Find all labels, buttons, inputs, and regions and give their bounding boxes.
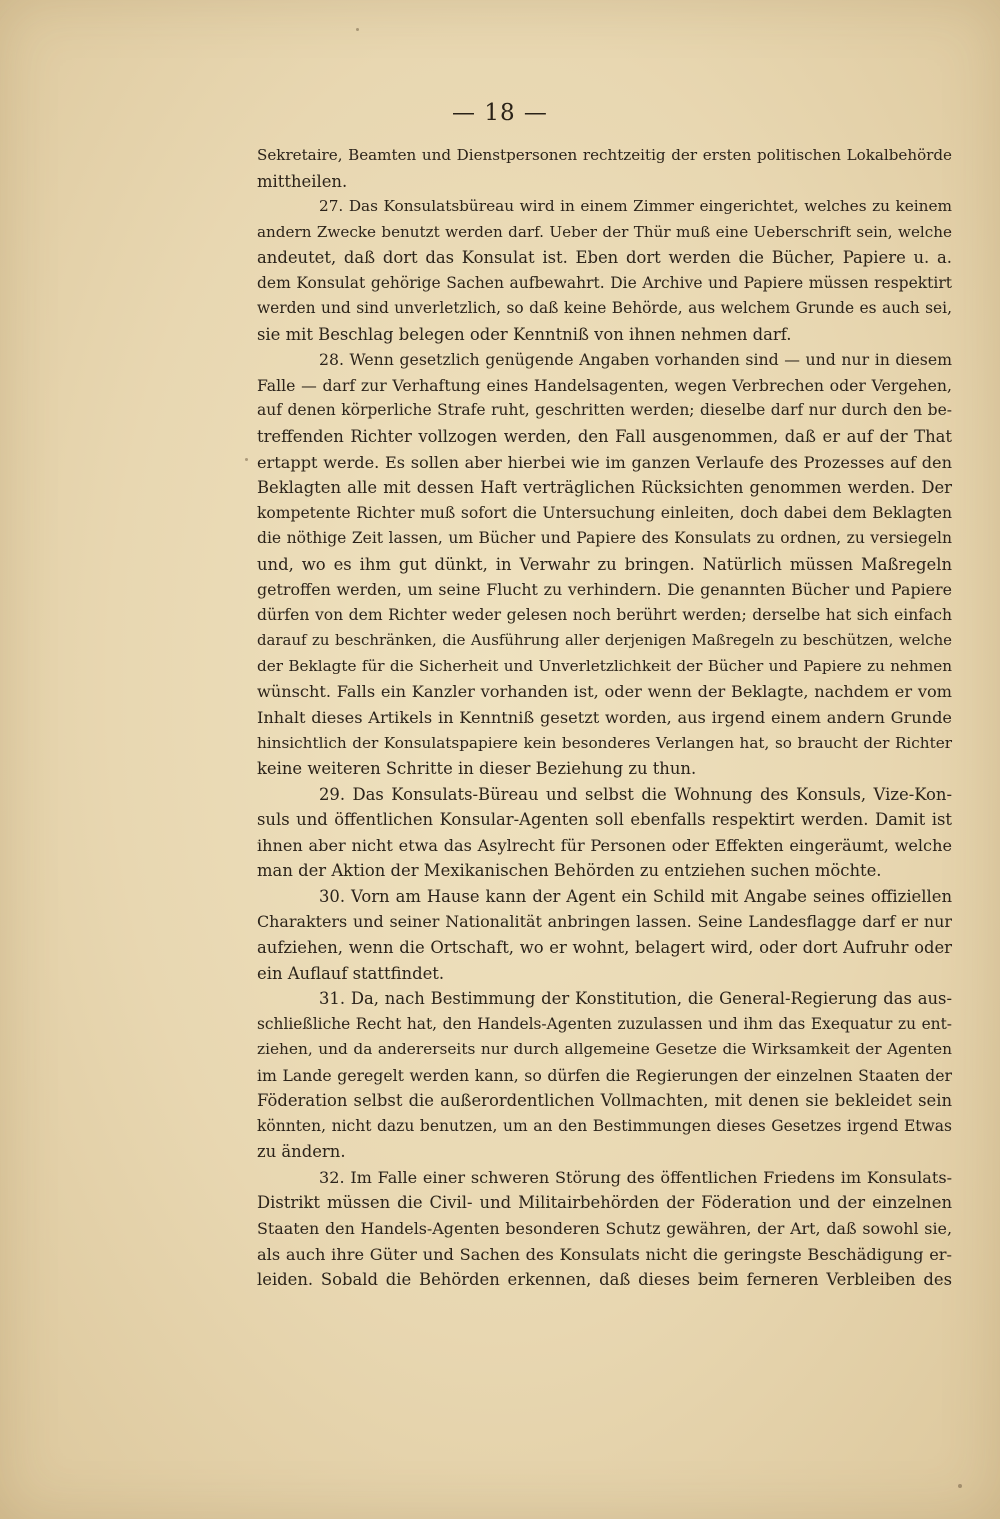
text-line: zu ändern. xyxy=(257,1142,346,1162)
text-line: Distrikt müssen die Civil- und Militairbehörden der Föderation und der einzelnen xyxy=(257,1193,952,1213)
text-line: dem Konsulat gehörige Sachen aufbewahrt. Die Archive und Papiere müssen respektirt xyxy=(257,273,952,292)
text-line: sie mit Beschlag belegen oder Kenntniß von ihnen nehmen darf. xyxy=(257,324,792,344)
paper-speck xyxy=(245,458,248,461)
text-line: 31. Da, nach Bestimmung der Konstitution, die General-Regierung das aus- xyxy=(319,989,952,1009)
text-line: Falle — darf zur Verhaftung eines Handelsagenten, wegen Verbrechen oder Vergehen, xyxy=(257,375,952,395)
text-line: aufziehen, wenn die Ortschaft, wo er wohnt, belagert wird, oder dort Aufruhr oder xyxy=(257,937,952,957)
text-line: wünscht. Falls ein Kanzler vorhanden ist, oder wenn der Beklagte, nachdem er vom xyxy=(257,682,952,702)
text-line: Beklagten alle mit dessen Haft verträglichen Rücksichten genommen werden. Der xyxy=(257,478,952,498)
text-line: auf denen körperliche Strafe ruht, geschritten werden; dieselbe darf nur durch den be- xyxy=(257,401,952,420)
text-line: der Beklagte für die Sicherheit und Unverletzlichkeit der Bücher und Papiere zu nehmen xyxy=(257,656,952,675)
text-line: die nöthige Zeit lassen, um Bücher und Papiere des Konsulats zu ordnen, zu versiegeln xyxy=(257,529,952,548)
text-line: darauf zu beschränken, die Ausführung aller derjenigen Maßregeln zu beschützen, welche xyxy=(257,631,952,650)
text-line: 27. Das Konsulatsbüreau wird in einem Zimmer eingerichtet, welches zu keinem xyxy=(319,197,952,216)
text-line: 30. Vorn am Hause kann der Agent ein Schild mit Angabe seines offiziellen xyxy=(319,886,952,906)
text-line: Sekretaire, Beamten und Dienstpersonen rechtzeitig der ersten politischen Lokalbehörde xyxy=(257,146,952,164)
text-line: ziehen, und da andererseits nur durch allgemeine Gesetze die Wirksamkeit der Agenten xyxy=(257,1040,952,1059)
text-line: leiden. Sobald die Behörden erkennen, daß dieses beim ferneren Verbleiben des xyxy=(257,1270,952,1290)
paper-speck xyxy=(958,1484,962,1488)
text-line: kompetente Richter muß sofort die Untersuchung einleiten, doch dabei dem Beklagten xyxy=(257,503,952,522)
text-line: im Lande geregelt werden kann, so dürfen die Regierungen der einzelnen Staaten der xyxy=(257,1065,952,1085)
text-line: Charakters und seiner Nationalität anbringen lassen. Seine Landesflagge darf er nur xyxy=(257,912,952,932)
text-line: Inhalt dieses Artikels in Kenntniß gesetzt worden, aus irgend einem andern Grunde xyxy=(257,708,952,728)
body-text xyxy=(257,143,952,1293)
text-line: mittheilen. xyxy=(257,171,348,191)
page-number: — 18 — xyxy=(452,100,548,126)
text-line: ein Auflauf stattfindet. xyxy=(257,963,445,983)
text-line: ertappt werde. Es sollen aber hierbei wie im ganzen Verlaufe des Prozesses auf den xyxy=(257,452,952,472)
text-line: 32. Im Falle einer schweren Störung des öffentlichen Friedens im Konsulats- xyxy=(319,1167,952,1187)
text-line: treffenden Richter vollzogen werden, den Fall ausgenommen, daß er auf der That xyxy=(257,427,952,447)
text-line: andern Zwecke benutzt werden darf. Ueber der Thür muß eine Ueberschrift sein, welche xyxy=(257,222,952,241)
text-line: schließliche Recht hat, den Handels-Agenten zuzulassen und ihm das Exequatur zu ent- xyxy=(257,1014,952,1033)
text-line: Staaten den Handels-Agenten besonderen Schutz gewähren, der Art, daß sowohl sie, xyxy=(257,1218,952,1238)
paper-speck xyxy=(356,28,359,31)
text-line: ihnen aber nicht etwa das Asylrecht für Personen oder Effekten eingeräumt, welche xyxy=(257,835,952,855)
text-line: und, wo es ihm gut dünkt, in Verwahr zu bringen. Natürlich müssen Maßregeln xyxy=(257,554,952,574)
text-line: man der Aktion der Mexikanischen Behörden zu entziehen suchen möchte. xyxy=(257,861,882,881)
text-line: dürfen von dem Richter weder gelesen noch berührt werden; derselbe hat sich einfach xyxy=(257,605,952,624)
text-line: andeutet, daß dort das Konsulat ist. Eben dort werden die Bücher, Papiere u. a. xyxy=(257,248,952,268)
text-line: als auch ihre Güter und Sachen des Konsulats nicht die geringste Beschädigung er- xyxy=(257,1244,952,1264)
text-line: 28. Wenn gesetzlich genügende Angaben vorhanden sind — und nur in diesem xyxy=(319,350,952,370)
text-line: Föderation selbst die außerordentlichen Vollmachten, mit denen sie bekleidet sein xyxy=(257,1091,952,1111)
text-line: hinsichtlich der Konsulatspapiere kein besonderes Verlangen hat, so braucht der Richter xyxy=(257,733,952,752)
text-line: 29. Das Konsulats-Büreau und selbst die Wohnung des Konsuls, Vize-Kon- xyxy=(319,784,952,804)
text-line: suls und öffentlichen Konsular-Agenten soll ebenfalls respektirt werden. Damit ist xyxy=(257,810,952,830)
text-line: könnten, nicht dazu benutzen, um an den Bestimmungen dieses Gesetzes irgend Etwas xyxy=(257,1116,952,1135)
text-line: getroffen werden, um seine Flucht zu verhindern. Die genannten Bücher und Papiere xyxy=(257,580,952,600)
text-line: keine weiteren Schritte in dieser Beziehung zu thun. xyxy=(257,759,697,779)
text-line: werden und sind unverletzlich, so daß keine Behörde, aus welchem Grunde es auch sei, xyxy=(257,299,952,318)
